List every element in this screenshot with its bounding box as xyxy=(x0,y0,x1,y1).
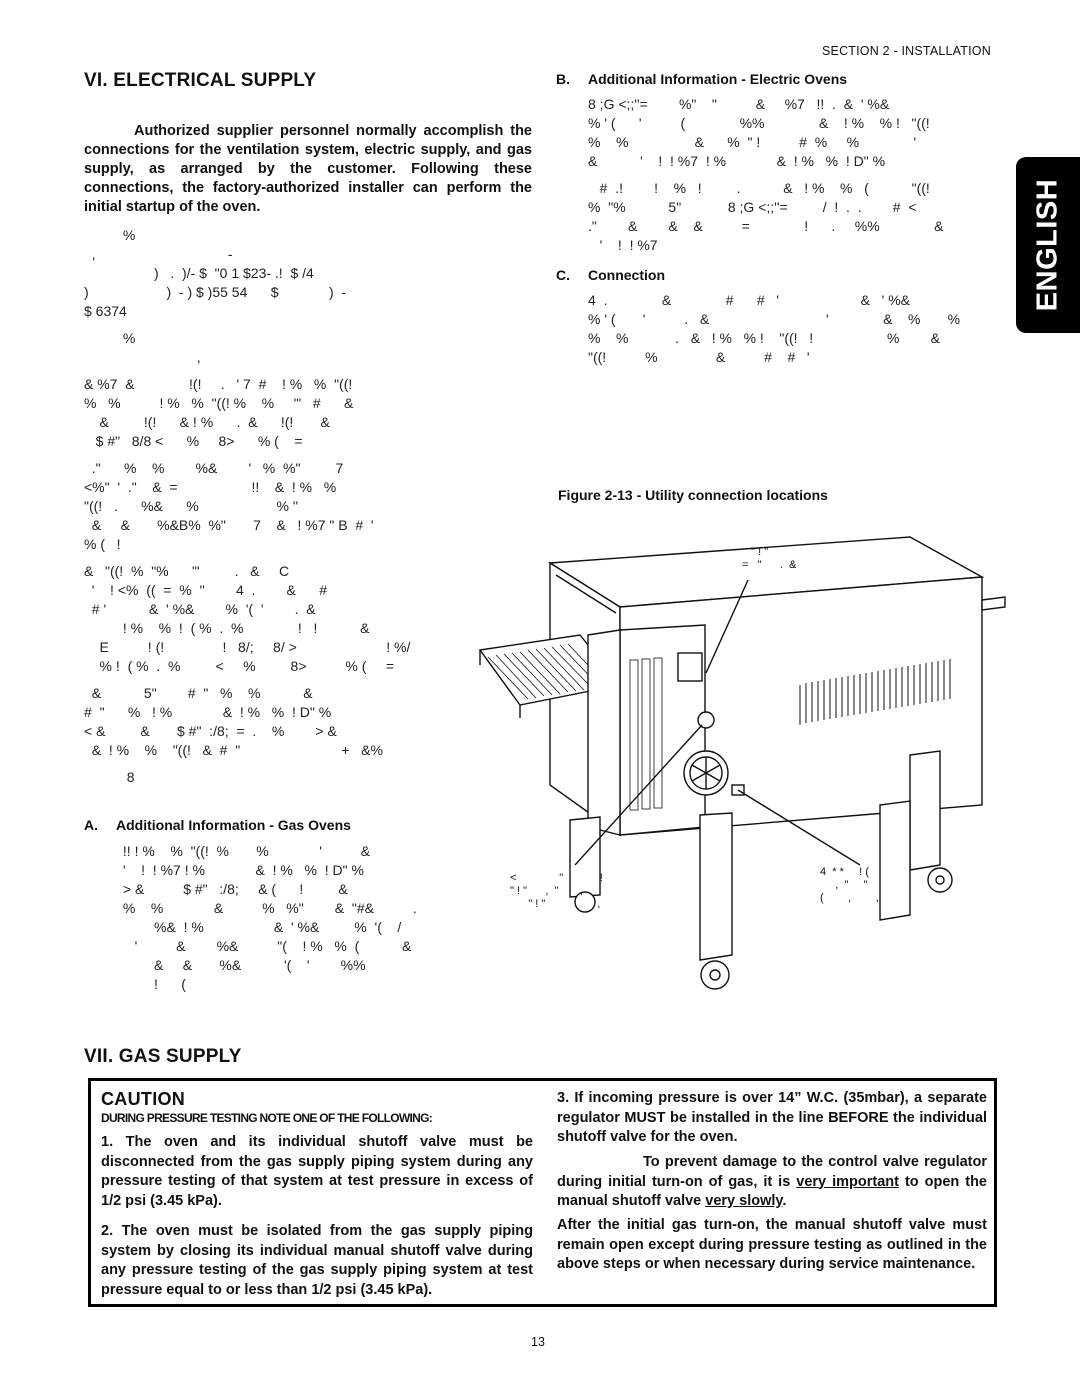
figure-caption: Figure 2-13 - Utility connection locations xyxy=(558,487,828,503)
text-line: , - xyxy=(84,246,233,262)
text-line: ) . )/- $ "0 1 $23- .! $ /4 xyxy=(84,265,314,281)
text-line: & 5" # " % % & xyxy=(84,685,313,701)
caution-subtitle: DURING PRESSURE TESTING NOTE ONE OF THE FOLLOWING: xyxy=(101,1111,433,1125)
text-line: % % ! % % "((! % % '" # & xyxy=(84,395,354,411)
caution-item-4 xyxy=(557,1153,987,1212)
connection-title: Connection xyxy=(588,267,665,283)
text-line: # .! ! % ! . & ! % % ( "((! xyxy=(588,180,930,196)
text-line: ' ! ! %7 xyxy=(588,237,658,253)
oven-illustration xyxy=(470,535,1010,995)
gas-info-heading xyxy=(84,817,351,833)
language-tab-label: ENGLISH xyxy=(1031,178,1064,312)
text-line: $ #" 8/8 < % 8> % ( = xyxy=(84,433,303,449)
caution-item-4-emphasis: very important xyxy=(796,1173,899,1190)
section-header: SECTION 2 - INSTALLATION xyxy=(822,44,991,58)
text-line: # " % ! % & ! % % ! D" % xyxy=(84,704,332,720)
caution-item-2: 2. The oven must be isolated from the gas supply piping system by closing its individual manual shutoff valve during any pressure testing of the gas supply piping system at test pressure equal to or less than 1/2 psi (3.45 kPa). xyxy=(101,1223,533,1298)
gas-info-letter: A. xyxy=(84,817,98,833)
caution-item-4-emphasis-2: very slowly xyxy=(705,1193,783,1209)
callout-top: " ! " = " . & xyxy=(742,546,797,571)
text-line: !! ! % % "((! % % ' & xyxy=(84,843,371,859)
text-line: <%" ' ." & = !! & ! % % xyxy=(84,479,337,495)
electric-info-body xyxy=(588,95,1008,255)
text-line: $ 6374 xyxy=(84,303,127,319)
text-line: % "% 5" 8 ;G <;;''= / ! . . # < xyxy=(588,199,917,215)
caution-box xyxy=(88,1078,997,1307)
callout-left: < " ! " ! " , " , " ! " , xyxy=(510,872,603,910)
electrical-intro: Authorized supplier personnel normally accomplish the connections for the ventilation system, electric supply, and gas supply, as arranged by the customer. Following these connections, the factory-authorized installer can perform the initial startup of the oven. xyxy=(84,123,532,215)
caution-item-4-part-b: to open the manual shutoff valve xyxy=(557,1173,987,1209)
text-line: E ! (! ! 8/; 8/ > ! %/ xyxy=(84,639,411,655)
text-line: & %7 & !(! . ' 7 # ! % % "((! xyxy=(84,376,353,392)
page-number: 13 xyxy=(531,1335,545,1349)
callout-right: 4 * * ! ( , " " ( , , xyxy=(820,866,879,904)
text-line: & & %&B% %" 7 & ! %7 " B # ' xyxy=(84,517,374,533)
electric-info-letter: B. xyxy=(556,71,570,87)
electric-info-title: Additional Information - Electric Ovens xyxy=(588,71,848,87)
text-line: 8 xyxy=(84,769,135,785)
caution-item-1: 1. The oven and its individual shutoff valve must be disconnected from the gas supply piping system during any pressure testing of that system at test pressure in excess of 1/2 psi (3.45 kPa). xyxy=(101,1134,533,1209)
text-line: % xyxy=(84,330,136,346)
text-line: % xyxy=(84,227,136,243)
text-line xyxy=(588,171,1008,179)
language-tab xyxy=(1016,157,1080,333)
caution-item-5: After the initial gas turn-on, the manual shutoff valve must remain open except during pressure testing as outlined in the above steps or when necessary during service maintenance. xyxy=(557,1217,987,1272)
electrical-heading: VI. ELECTRICAL SUPPLY xyxy=(84,70,317,91)
text-line: ' ! <% (( = % '' 4 . & # xyxy=(84,582,327,598)
text-line: % % & % %" & "#& . xyxy=(84,900,417,916)
text-line: % ( ! xyxy=(84,536,121,552)
text-line xyxy=(84,676,524,684)
text-line: & ! % % "((! & # " + &% xyxy=(84,742,383,758)
text-line: 4 . & # # ' & ' %& xyxy=(588,292,910,308)
text-line xyxy=(84,367,524,375)
text-line: % ' ( ' . & ' & % % xyxy=(588,311,961,327)
electrical-body xyxy=(84,226,524,787)
text-line xyxy=(84,321,524,329)
text-line: > & $ #" :/8; & ( ! & xyxy=(84,881,348,897)
connection-heading xyxy=(556,267,665,283)
text-line: & !(! & ! % . & !(! & xyxy=(84,414,330,430)
text-line xyxy=(84,760,524,768)
text-line: %& ! % & ' %& % '( / xyxy=(84,919,402,935)
text-line: ' ! ! %7 ! % & ! % % ! D" % xyxy=(84,862,364,878)
gas-supply-heading: VII. GAS SUPPLY xyxy=(84,1046,242,1067)
connection-body xyxy=(588,291,1008,367)
caution-item-4-part-a: To prevent damage to the control valve regulator during initial turn-on of gas, it is xyxy=(557,1154,987,1190)
text-line: % % & % " ! # % % ' xyxy=(588,134,917,150)
text-line: "((! . %& % % '' xyxy=(84,498,299,514)
text-line: "((! % & # # ' xyxy=(588,349,810,365)
text-line: , xyxy=(84,349,201,365)
text-line: ' & %& "( ! % % ( & xyxy=(84,938,412,954)
text-line: % ' ( ' ( %% & ! % % ! "((! xyxy=(588,115,930,131)
text-line: < & & $ #" :/8; = . % > & xyxy=(84,723,337,739)
text-line: & & %& '( ' %% xyxy=(84,957,366,973)
text-line: % ! ( % . % < % 8> % ( = xyxy=(84,658,395,674)
gas-info-body xyxy=(84,842,524,994)
text-line: & ' ! ! %7 ! % & ! % % ! D" % xyxy=(588,153,886,169)
text-line: ! % % ! ( % . % ! ! & xyxy=(84,620,370,636)
text-line: 8 ;G <;;''= %" " & %7 !! . & ' %& xyxy=(588,96,890,112)
caution-title: CAUTION xyxy=(101,1089,186,1109)
text-line: ! ( xyxy=(84,976,186,992)
text-line: ) ) - ) $ )55 54 $ ) - xyxy=(84,284,347,300)
text-line xyxy=(84,554,524,562)
caution-item-3: 3. If incoming pressure is over 14” W.C. (35mbar), a separate regulator MUST be installed in the line BEFORE the individual shutoff valve for the oven. xyxy=(557,1090,987,1145)
caution-item-4-part-c: . xyxy=(782,1193,787,1209)
text-line: & "((! % "% '" . & C xyxy=(84,563,290,579)
text-line xyxy=(84,451,524,459)
electric-info-heading xyxy=(556,71,847,87)
text-line: % % . & ! % % ! "((! ! % & xyxy=(588,330,940,346)
gas-info-title: Additional Information - Gas Ovens xyxy=(116,817,351,833)
text-line: # ' & ' %& % '( ' . & xyxy=(84,601,316,617)
text-line: ." & & & = ! . %% & xyxy=(588,218,944,234)
connection-letter: C. xyxy=(556,267,570,283)
text-line: ." % % %& ' % %" 7 xyxy=(84,460,344,476)
